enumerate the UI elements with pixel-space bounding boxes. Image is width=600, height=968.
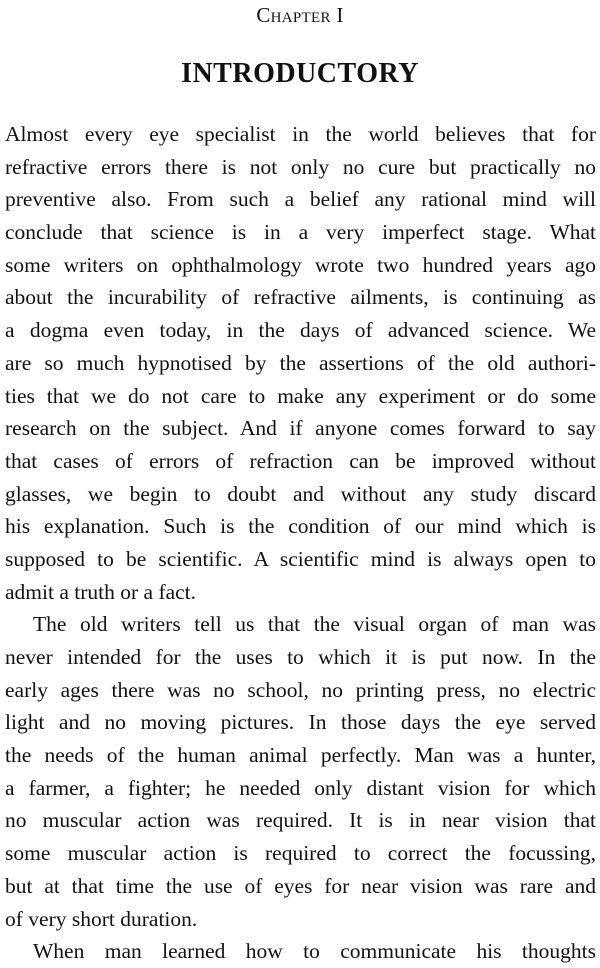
text-line: a dogma even today, in the days of advanced science. We bbox=[5, 318, 596, 343]
text-line: glasses, we begin to doubt and without any study discard bbox=[5, 481, 596, 506]
text-line: that cases of errors of refraction can be improved without bbox=[5, 448, 596, 473]
text-line: his explanation. Such is the condition of our mind which is bbox=[5, 514, 596, 539]
text-line: The old writers tell us that the visual organ of man was bbox=[33, 612, 596, 637]
chapter-title: INTRODUCTORY bbox=[181, 58, 419, 89]
text-line: supposed to be scientific. A scientific mind is always open to bbox=[5, 546, 596, 571]
text-line: but at that time the use of eyes for near vision was rare and bbox=[5, 873, 596, 898]
text-line: light and no moving pictures. In those days the eye served bbox=[5, 710, 596, 735]
text-line: are so much hypnotised by the assertions of the old authori- bbox=[5, 350, 596, 375]
text-line: the needs of the human animal perfectly. Man was a hunter, bbox=[5, 743, 596, 768]
text-line: Almost every eye specialist in the world believes that for bbox=[5, 122, 596, 146]
text-line: no muscular action was required. It is in near vision that bbox=[5, 808, 596, 833]
text-line: ties that we do not care to make any experiment or do some bbox=[5, 383, 596, 408]
text-line: of very short duration. bbox=[5, 906, 198, 931]
text-line: early ages there was no school, no printing press, no electric bbox=[5, 677, 596, 702]
text-line: never intended for the uses to which it is put now. In the bbox=[5, 645, 596, 669]
text-line: research on the subject. And if anyone comes forward to say bbox=[5, 416, 596, 441]
text-line: conclude that science is in a very imperfect stage. What bbox=[5, 220, 596, 245]
text-line: When man learned how to communicate his thoughts bbox=[33, 939, 596, 964]
text-line: a farmer, a fighter; he needed only distant vision for which bbox=[5, 775, 596, 800]
body-text bbox=[5, 118, 596, 968]
text-line: some muscular action is required to correct the focussing, bbox=[5, 841, 596, 866]
text-line: admit a truth or a fact. bbox=[5, 579, 197, 604]
text-line: refractive errors there is not only no cure but practically no bbox=[5, 154, 596, 179]
chapter-label: Chapter I bbox=[256, 3, 344, 27]
text-line: about the incurability of refractive ailments, is continuing as bbox=[5, 285, 596, 310]
text-line: preventive also. From such a belief any rational mind will bbox=[5, 187, 596, 212]
text-line: some writers on ophthalmology wrote two hundred years ago bbox=[5, 252, 596, 277]
